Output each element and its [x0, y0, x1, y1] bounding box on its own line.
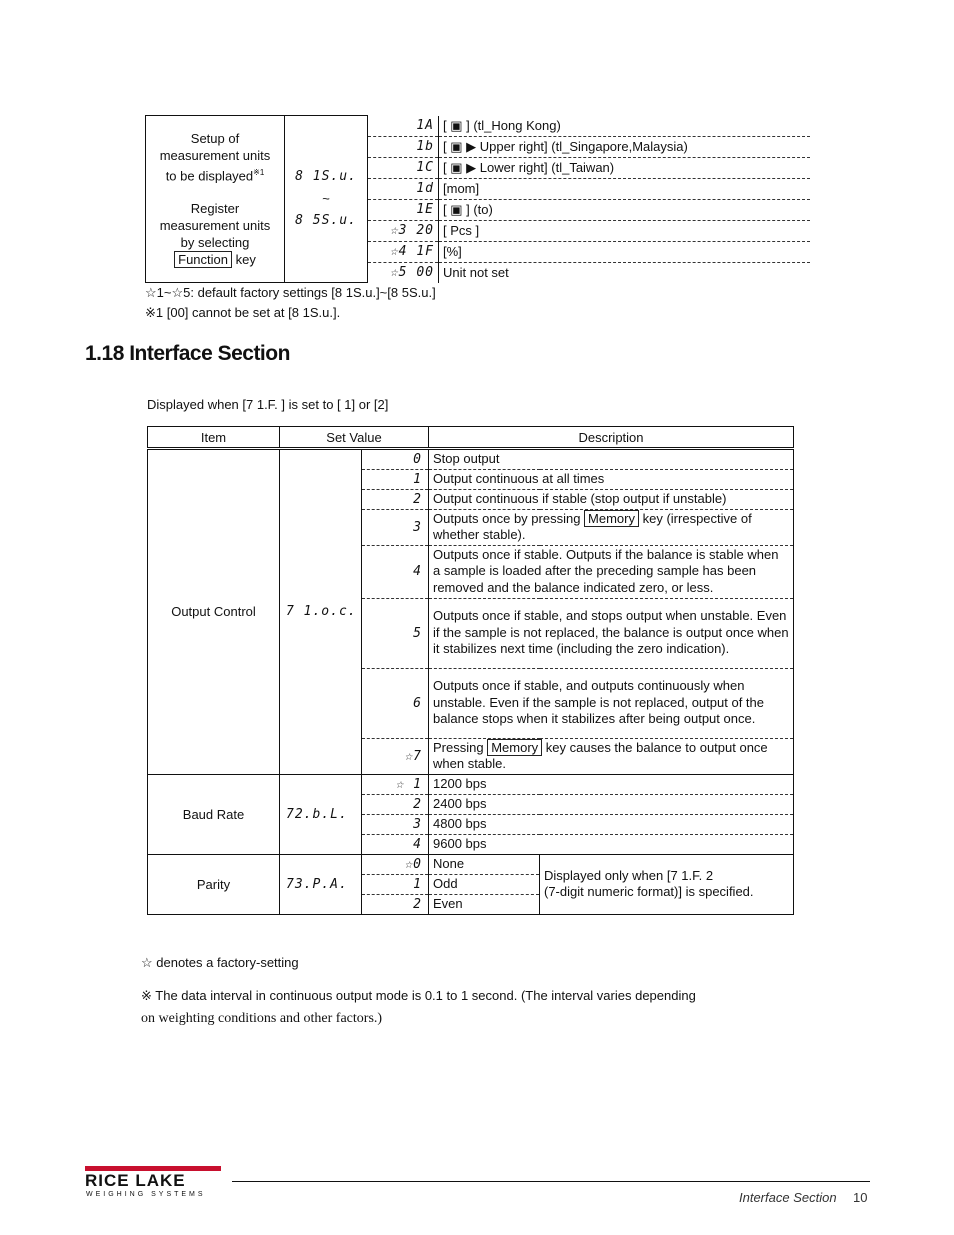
desc-text: key (irrespective of whether stable). — [433, 510, 752, 542]
description — [429, 509, 794, 545]
description: 9600 bps — [429, 834, 794, 854]
unit-option-row — [368, 241, 810, 262]
memory-key-label: Memory — [487, 739, 542, 756]
description: 4800 bps — [429, 814, 794, 834]
set-value: 6 — [362, 668, 429, 738]
parity-note-line: Displayed only when [7 1.F. 2 — [544, 868, 714, 883]
unit-code: 1b — [368, 136, 439, 157]
description: 2400 bps — [429, 794, 794, 814]
unit-code: 1C — [368, 157, 439, 178]
logo-main-text: RICE LAKE — [85, 1171, 186, 1190]
unit-desc: Unit not set — [443, 265, 509, 280]
unit-option-row — [368, 178, 810, 199]
unit-code: ☆4 1F — [368, 241, 439, 262]
baud-rate-code: 72.b.L. — [280, 774, 362, 854]
unit-desc: [ ▣ ▶ Lower right] (tl_Taiwan) — [439, 157, 811, 178]
unit-option-row — [368, 157, 810, 178]
factory-setting-note: ☆ denotes a factory-setting — [141, 955, 299, 970]
unit-code: 1E — [368, 199, 439, 220]
header-set-value: Set Value — [280, 427, 429, 449]
parity-code: 73.P.A. — [280, 854, 362, 914]
displayed-when-note: Displayed when [7 1.F. ] is set to [ 1] or [2] — [147, 397, 389, 412]
description: Outputs once if stable, and stops output when unstable. Even if the sample is not replaced, the balance is output once when it stabilizes next time (including the zero indication). — [429, 598, 794, 668]
desc-text: key causes the balance to output once when stable. — [433, 739, 768, 771]
range-tilde: ~ — [322, 191, 330, 206]
set-value: 4 — [362, 545, 429, 598]
unit-setup-title-cell — [146, 116, 285, 283]
header-description: Description — [429, 427, 794, 449]
set-value: ☆7 — [362, 738, 429, 774]
description: None — [429, 854, 540, 874]
description: 1200 bps — [429, 774, 794, 794]
footer-rule — [232, 1181, 870, 1182]
description: Outputs once if stable. Outputs if the balance is stable when a sample is loaded after the preceding sample has been removed and the balance indicated zero, or less. — [429, 545, 794, 598]
table-row — [148, 854, 794, 874]
unit-desc: [ ▣ ▶ Upper right] (tl_Singapore,Malaysia) — [439, 136, 811, 157]
footnote-mark: ※1 — [253, 167, 265, 177]
unit-desc: [ ▣ ] (to) — [439, 199, 811, 220]
unit-desc: [ Pcs ] — [439, 220, 811, 241]
set-value: ☆0 — [362, 854, 429, 874]
description: Stop output — [429, 449, 794, 470]
description: Even — [429, 894, 540, 914]
output-control-code: 7 1.o.c. — [280, 449, 362, 775]
logo-sub-text: WEIGHING SYSTEMS — [86, 1191, 206, 1198]
set-value: 5 — [362, 598, 429, 668]
unit-range-cell — [285, 116, 368, 283]
factory-default-note: ☆1~☆5: default factory settings [8 1S.u.]~[8 5S.u.] — [145, 285, 436, 300]
title-line: to be displayed — [165, 168, 254, 184]
description: Output continuous at all times — [429, 469, 794, 489]
unit-setup-table — [145, 115, 810, 283]
desc-text: Pressing — [433, 739, 484, 755]
output-control-item: Output Control — [148, 449, 280, 775]
unit-option-row — [368, 199, 810, 220]
set-value: ☆ 1 — [362, 774, 429, 794]
range-end-code: 8 5S.u. — [295, 213, 357, 228]
baud-rate-item: Baud Rate — [148, 774, 280, 854]
interface-table — [147, 426, 794, 915]
table-row — [148, 449, 794, 470]
unit-code: 1d — [368, 178, 439, 199]
unit-option-row — [368, 262, 810, 283]
set-value: 3 — [362, 509, 429, 545]
unit-desc: [mom] — [439, 178, 811, 199]
unit-option-row — [368, 116, 810, 137]
set-value: 0 — [362, 449, 429, 470]
interval-note-line: on weighting conditions and other factors.) — [141, 1011, 383, 1026]
parity-note-line: (7-digit numeric format)] is specified. — [544, 884, 754, 899]
key-word: key — [235, 252, 256, 268]
memory-key-label: Memory — [584, 510, 639, 527]
title-line: measurement units — [159, 147, 271, 163]
description — [429, 738, 794, 774]
set-value: 4 — [362, 834, 429, 854]
section-heading: 1.18 Interface Section — [85, 342, 290, 365]
register-line: by selecting — [180, 235, 250, 251]
table-row — [148, 774, 794, 794]
header-item: Item — [148, 427, 280, 449]
unit-desc: [%] — [439, 241, 811, 262]
set-value: 2 — [362, 894, 429, 914]
register-line: measurement units — [159, 218, 271, 234]
footer-section-label: Interface Section — [739, 1190, 837, 1205]
unit-code: 1A — [368, 116, 439, 137]
interval-note-line: ※ The data interval in continuous output mode is 0.1 to 1 second. (The interval varies depending — [141, 988, 696, 1003]
desc-text: Outputs once by pressing — [433, 510, 581, 526]
register-line: Register — [190, 201, 240, 217]
range-start-code: 8 1S.u. — [295, 169, 357, 184]
set-value: 2 — [362, 794, 429, 814]
set-value: 1 — [362, 874, 429, 894]
set-value: 2 — [362, 489, 429, 509]
unit-options-cell — [368, 116, 811, 283]
description: Odd — [429, 874, 540, 894]
cannot-set-note: ※1 [00] cannot be set at [8 1S.u.]. — [145, 305, 341, 320]
unit-code: ☆3 20 — [368, 220, 439, 241]
set-value: 3 — [362, 814, 429, 834]
unit-code: ☆5 00 — [368, 262, 439, 283]
header-row — [148, 427, 794, 449]
unit-options — [368, 116, 810, 283]
description: Outputs once if stable, and outputs continuously when unstable. Even if the sample is not replaced, output of the balance stops when it stabilizes after being output once. — [429, 668, 794, 738]
unit-option-row — [368, 220, 810, 241]
page-number: 10 — [853, 1190, 868, 1205]
parity-item: Parity — [148, 854, 280, 914]
description: Output continuous if stable (stop output if unstable) — [429, 489, 794, 509]
title-line: Setup of — [190, 130, 240, 146]
set-value: 1 — [362, 469, 429, 489]
unit-desc: [ ▣ ] (tl_Hong Kong) — [439, 116, 811, 137]
parity-note — [540, 854, 794, 914]
unit-option-row — [368, 136, 810, 157]
function-key-label: Function — [174, 251, 232, 268]
rice-lake-logo — [85, 1166, 221, 1200]
